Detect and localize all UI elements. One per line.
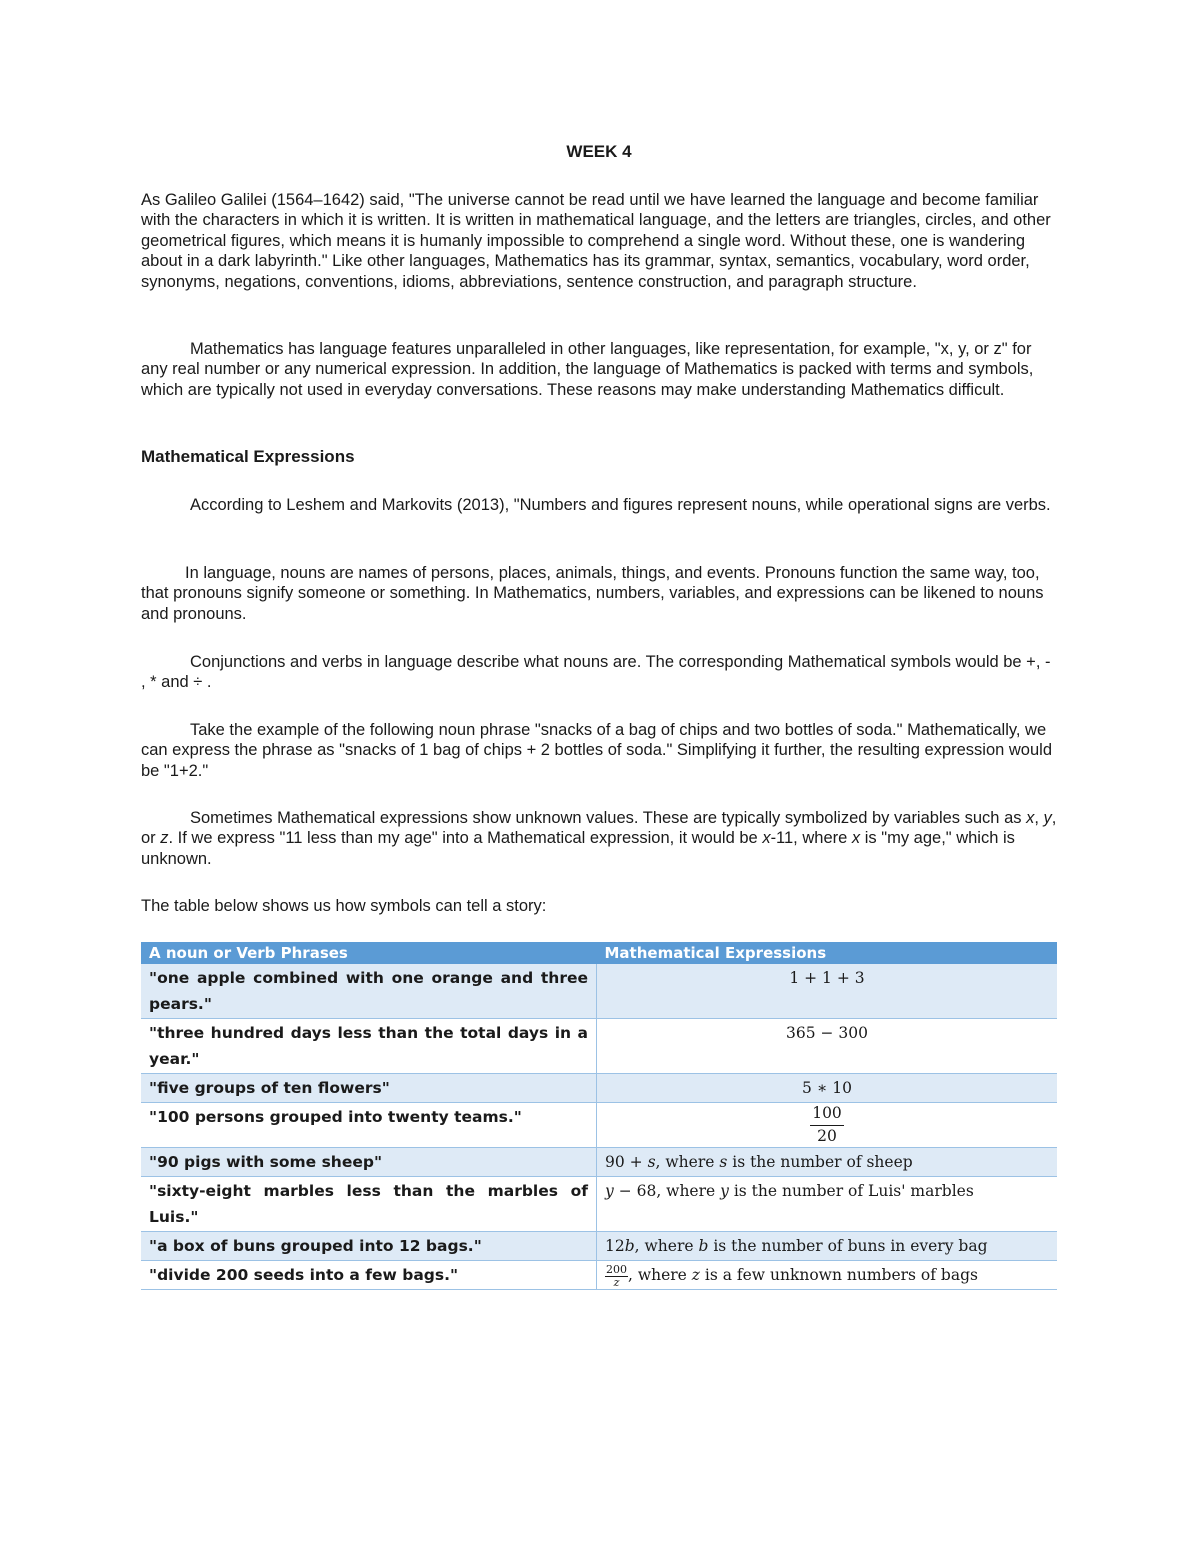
table-row xyxy=(141,1232,1057,1261)
expression-cell xyxy=(597,1103,1058,1148)
header-expressions: Mathematical Expressions xyxy=(597,942,1058,964)
fraction xyxy=(605,1264,628,1288)
paragraph-conjunctions: Conjunctions and verbs in language describe what nouns are. The corresponding Mathematical symbols would be +, - , * and ÷ . xyxy=(141,653,1051,692)
table-header-row xyxy=(141,942,1057,964)
table-row xyxy=(141,1148,1057,1177)
page-title: WEEK 4 xyxy=(566,142,632,161)
header-phrases: A noun or Verb Phrases xyxy=(141,942,597,964)
phrase-cell: "three hundred days less than the total days in a year." xyxy=(141,1019,597,1074)
expression-value: 1 + 1 + 3 xyxy=(789,969,865,987)
expression-cell: 12b, where b is the number of buns in every bag xyxy=(597,1232,1058,1261)
table-row xyxy=(141,1019,1057,1074)
expression-value: 365 − 300 xyxy=(785,1024,868,1042)
expression-cell: $\frac{200}{z}$ , where z is a few unknown numbers of bags xyxy=(597,1261,1058,1290)
expressions-table xyxy=(141,942,1057,1290)
table-row xyxy=(141,1103,1057,1148)
paragraph-table-intro: The table below shows us how symbols can tell a story: xyxy=(141,897,547,915)
expression-cell xyxy=(597,1019,1058,1074)
phrase-cell: "one apple combined with one orange and three pears." xyxy=(141,964,597,1019)
paragraph-nouns: In language, nouns are names of persons, places, animals, things, and events. Pronouns function the same way, too, that pronouns signify someone or something. In Mathematics, numbers, variables, and expressions can be likened to nouns and pronouns. xyxy=(141,564,1044,623)
intro-paragraph: As Galileo Galilei (1564–1642) said, "The universe cannot be read until we have learned the language and become familiar with the characters in which it is written. It is written in mathematical language, and the letters are triangles, circles, and other geometrical figures, which means it is humanly impossible to comprehend a single word. Without these, one is wandering about in a dark labyrinth." Like other languages, Mathematics has its grammar, syntax, semantics, vocabulary, word order, synonyms, negations, conventions, idioms, abbreviations, sentence construction, and paragraph structure. xyxy=(141,191,1051,291)
section-heading: Mathematical Expressions xyxy=(141,447,355,466)
expression-cell xyxy=(597,964,1058,1019)
fraction xyxy=(810,1106,844,1144)
paragraph-unknown-values: Sometimes Mathematical expressions show unknown values. These are typically symbolized by variables such as x, y, or z. If we express "11 less than my age" into a Mathematical expression, it would be x-11, where x is "my age," which is unknown. xyxy=(141,809,1057,868)
table-row xyxy=(141,1074,1057,1103)
phrase-cell: "sixty-eight marbles less than the marbles of Luis." xyxy=(141,1177,597,1232)
phrase-cell: "100 persons grouped into twenty teams." xyxy=(141,1103,597,1148)
fraction-numerator: 200 xyxy=(606,1263,627,1276)
expression-cell: 90 + s, where s is the number of sheep xyxy=(597,1148,1058,1177)
table-row xyxy=(141,1177,1057,1232)
table-row xyxy=(141,1261,1057,1290)
paragraph-noun-phrase-example: Take the example of the following noun phrase "snacks of a bag of chips and two bottles of soda." Mathematically, we can express the phrase as "snacks of 1 bag of chips + 2 bottles of soda." Simplifying it further, the resulting expression would be "1+2." xyxy=(141,721,1053,780)
phrase-cell: "a box of buns grouped into 12 bags." xyxy=(141,1232,597,1261)
expression-cell xyxy=(597,1074,1058,1103)
phrase-cell: "five groups of ten flowers" xyxy=(141,1074,597,1103)
phrase-cell: "90 pigs with some sheep" xyxy=(141,1148,597,1177)
expression-value: 5 ∗ 10 xyxy=(802,1079,852,1097)
expression-cell: y − 68, where y is the number of Luis' marbles xyxy=(597,1177,1058,1232)
fraction-denominator: 20 xyxy=(817,1126,837,1145)
paragraph-leshem: According to Leshem and Markovits (2013), "Numbers and figures represent nouns, while operational signs are verbs. xyxy=(190,496,1051,514)
fraction-numerator: 100 xyxy=(810,1106,844,1126)
paragraph-language-features: Mathematics has language features unparalleled in other languages, like representation, for example, "x, y, or z" for any real number or any numerical expression. In addition, the language of Mathematics is packed with terms and symbols, which are typically not used in everyday conversations. These reasons may make understanding Mathematics difficult. xyxy=(141,340,1034,399)
table-row xyxy=(141,964,1057,1019)
phrase-cell: "divide 200 seeds into a few bags." xyxy=(141,1261,597,1290)
fraction-denominator: z xyxy=(613,1276,620,1289)
